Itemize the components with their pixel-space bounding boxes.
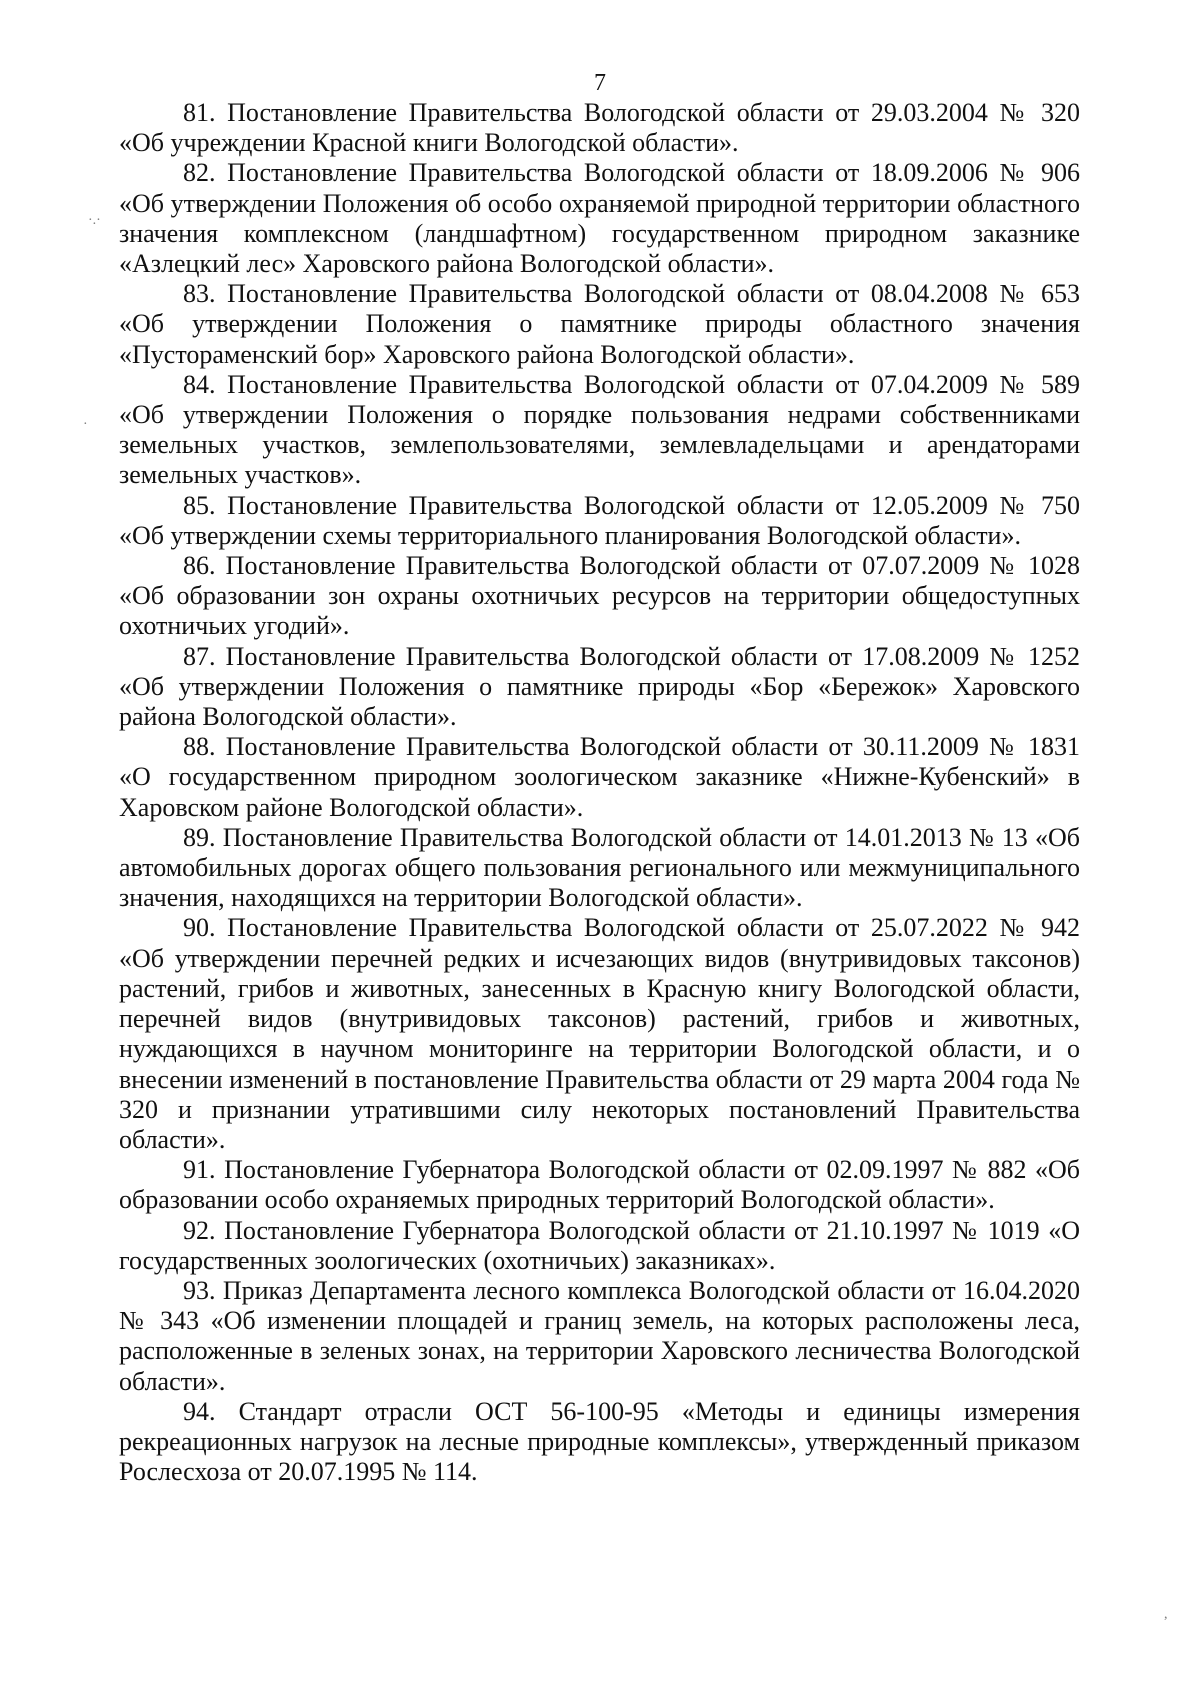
list-item [119, 158, 1080, 279]
item-number: 85. [183, 490, 216, 520]
item-number: 92. [183, 1215, 216, 1245]
page-number: 7 [594, 70, 606, 96]
item-text: Постановление Правительства Вологодской области от 17.08.2009 № 1252 «Об утверждении Положения о памятнике природы «Бор «Бережок» Харовского района Вологодской области». [119, 641, 1080, 732]
item-number: 84. [183, 369, 216, 399]
item-number: 83. [183, 279, 216, 309]
item-text: Постановление Правительства Вологодской области от 08.04.2008 № 653 «Об утверждении Положения о памятнике природы областного значения «Пустораменский бор» Харовского района Вологодской области». [119, 279, 1080, 369]
list-item [119, 1397, 1080, 1488]
item-text: Стандарт отрасли ОСТ 56-100-95 «Методы и единицы измерения рекреационных нагрузок на лесные природные комплексы», утвержденный приказом Рослесхоза от 20.07.1995 № 114. [119, 1396, 1080, 1487]
item-number: 94. [183, 1396, 216, 1426]
item-number: 86. [183, 551, 216, 581]
item-text: Постановление Губернатора Вологодской области от 21.10.1997 № 1019 «О государственных зоологических (охотничьих) заказниках». [119, 1215, 1080, 1275]
reference-list [119, 98, 1080, 1487]
list-item [119, 1276, 1080, 1397]
list-item [119, 98, 1080, 158]
item-text: Постановление Правительства Вологодской области от 12.05.2009 № 750 «Об утверждении схемы территориального планирования Вологодской области». [119, 490, 1080, 550]
list-item [119, 1155, 1080, 1215]
item-number: 82. [183, 158, 216, 188]
list-item [119, 491, 1080, 551]
item-text: Постановление Губернатора Вологодской области от 02.09.1997 № 882 «Об образовании особо охраняемых природных территорий Вологодской области». [119, 1155, 1081, 1215]
list-item [119, 279, 1080, 370]
item-number: 93. [183, 1275, 216, 1305]
item-text: Постановление Правительства Вологодской области от 25.07.2022 № 942 «Об утверждении перечней редких и исчезающих видов (внутривидовых таксонов) растений, грибов и животных, занесенных в Красную книгу Вологодской области, перечней видов (внутривидовых таксонов) растений, грибов и животных, нуждающихся в научном мониторинге на территории Вологодской области, и о внесении изменений в постановление Правительства области от 29 марта 2004 года № 320 и признании утратившими силу некоторых постановлений Правительства области». [119, 913, 1080, 1154]
list-item [119, 1216, 1080, 1276]
item-text: Приказ Департамента лесного комплекса Вологодской области от 16.04.2020 № 343 «Об изменении площадей и границ земель, на которых расположены леса, расположенные в зеленых зонах, на территории Харовского лесничества Вологодской области». [119, 1275, 1081, 1396]
list-item [119, 823, 1080, 914]
list-item [119, 642, 1080, 733]
item-number: 87. [183, 641, 216, 671]
item-text: Постановление Правительства Вологодской области от 30.11.2009 № 1831 «О государственном природном зоологическом заказнике «Нижне-Кубенский» в Харовском районе Вологодской области». [119, 732, 1081, 822]
item-text: Постановление Правительства Вологодской области от 07.07.2009 № 1028 «Об образовании зон охраны охотничьих ресурсов на территории общедоступных охотничьих угодий». [119, 551, 1080, 641]
list-item [119, 370, 1080, 491]
scan-speck: ·.· [88, 213, 101, 228]
item-text: Постановление Правительства Вологодской области от 07.04.2009 № 589 «Об утверждении Положения о порядке пользования недрами собственниками земельных участков, землепользователями, землевладельцами и арендаторами земельных участков». [119, 369, 1080, 490]
item-number: 91. [183, 1155, 216, 1185]
item-number: 88. [183, 732, 216, 762]
item-number: 90. [183, 913, 216, 943]
list-item [119, 913, 1080, 1155]
list-item [119, 551, 1080, 642]
item-text: Постановление Правительства Вологодской области от 18.09.2006 № 906 «Об утверждении Положения об особо охраняемой природной территории областного значения комплексном (ландшафтном) государственном природном заказнике «Азлецкий лес» Харовского района Вологодской области». [119, 158, 1080, 279]
scan-speck: , [1164, 1607, 1168, 1622]
item-text: Постановление Правительства Вологодской области от 14.01.2013 № 13 «Об автомобильных дорогах общего пользования регионального или межмуниципального значения, находящихся на территории Вологодской области». [119, 822, 1080, 913]
item-text: Постановление Правительства Вологодской области от 29.03.2004 № 320 «Об учреждении Красной книги Вологодской области». [119, 98, 1080, 158]
item-number: 81. [183, 98, 216, 127]
list-item [119, 732, 1080, 823]
scan-speck: · [83, 417, 88, 432]
item-number: 89. [183, 822, 216, 852]
